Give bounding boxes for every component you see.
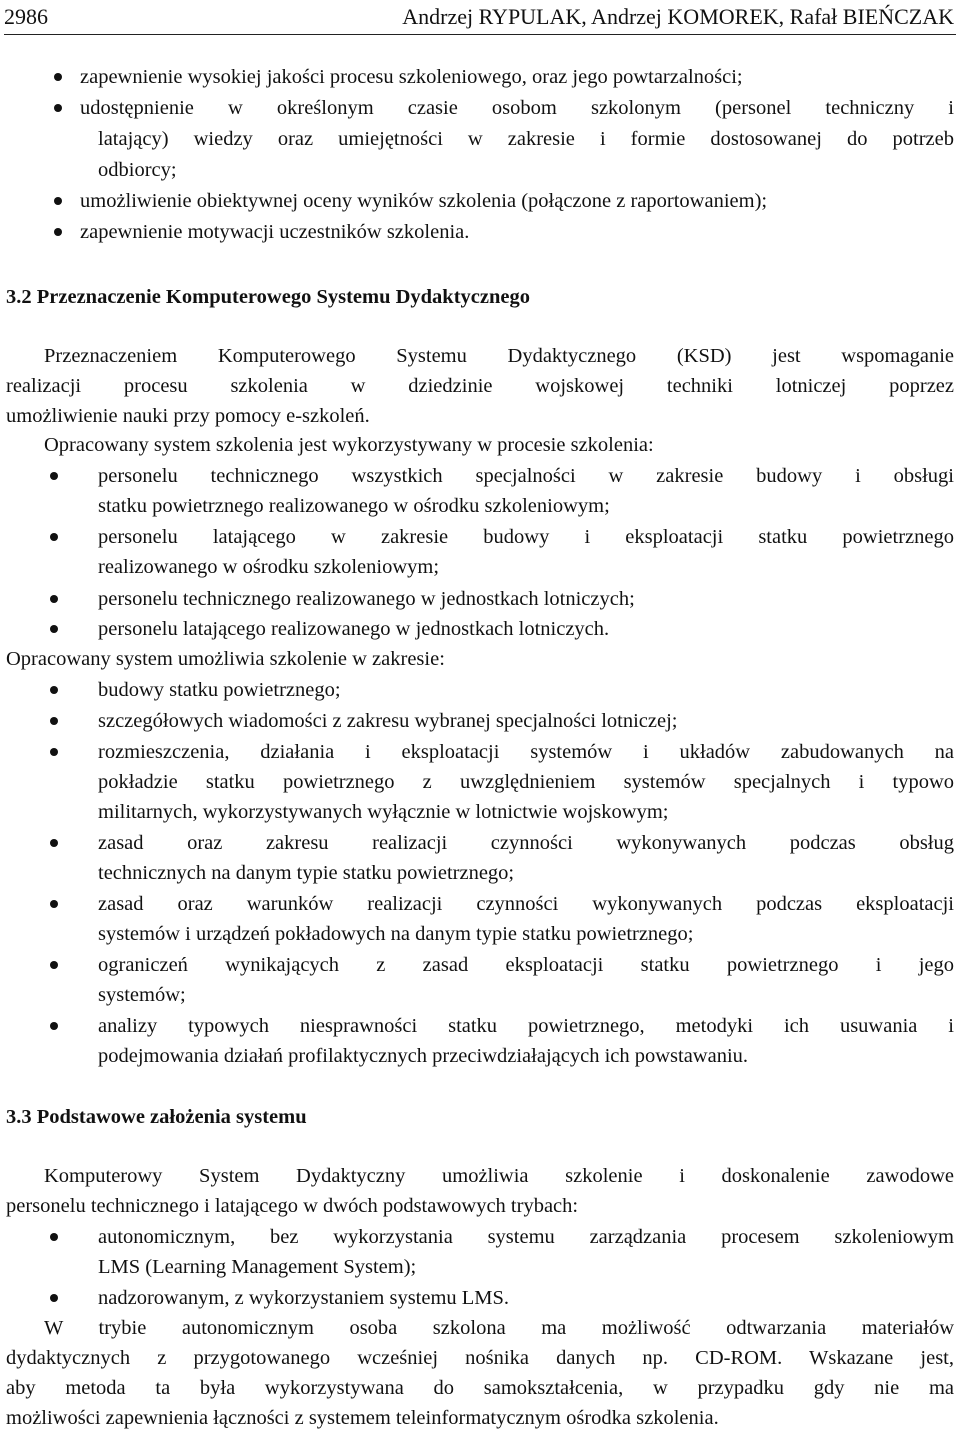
paragraph-line: Opracowany system szkolenia jest wykorzystywany w procesie szkolenia: [44,434,654,456]
list-item: zasad oraz zakresu realizacji czynności wykonywanych podczas obsług [98,832,954,854]
bullet-icon [50,1233,58,1241]
bullet-icon [50,533,58,541]
paragraph-line: realizacji procesu szkolenia w dziedzinie wojskowej techniki lotniczej poprzez [6,375,954,397]
paragraph-line: W trybie autonomicznym osoba szkolona ma możliwość odtwarzania materiałów [44,1317,954,1339]
list-item: szczegółowych wiadomości z zakresu wybranej specjalności lotniczej; [98,710,678,732]
list-item: zasad oraz warunków realizacji czynności wykonywanych podczas eksploatacji [98,893,954,915]
paragraph-line: personelu technicznego i latającego w dwóch podstawowych trybach: [6,1195,579,1217]
running-header [4,4,956,35]
list-item: zapewnienie wysokiej jakości procesu szkoleniowego, oraz jego powtarzalności; [80,66,743,88]
bullet-icon [54,197,62,205]
paragraph-line: możliwości zapewnienia łączności z systemem teleinformatycznym ośrodka szkolenia. [6,1407,719,1429]
paragraph-line: Opracowany system umożliwia szkolenie w zakresie: [6,648,445,670]
bullet-icon [54,104,62,112]
list-item: technicznych na danym typie statku powietrznego; [98,862,515,884]
section-heading: 3.2 Przeznaczenie Komputerowego Systemu Dydaktycznego [6,286,530,308]
paragraph-line: dydaktycznych z przygotowanego wcześniej nośnika danych np. CD-ROM. Wskazane jest, [6,1347,954,1369]
bullet-icon [54,228,62,236]
bullet-icon [50,686,58,694]
bullet-icon [50,961,58,969]
list-item: militarnych, wykorzystywanych wyłącznie w lotnictwie wojskowym; [98,801,669,823]
list-item: nadzorowanym, z wykorzystaniem systemu LMS. [98,1287,510,1309]
list-item: podejmowania działań profilaktycznych przeciwdziałających ich powstawaniu. [98,1045,749,1067]
paragraph-line: aby metoda ta była wykorzystywana do samokształcenia, w przypadku gdy nie ma [6,1377,954,1399]
list-item: pokładzie statku powietrznego z uwzględnieniem systemów specjalnych i typowo [98,771,954,793]
list-item: LMS (Learning Management System); [98,1256,417,1278]
list-item: zapewnienie motywacji uczestników szkolenia. [80,221,470,243]
bullet-icon [50,839,58,847]
bullet-icon [50,1022,58,1030]
authors: Andrzej RYPULAK, Andrzej KOMOREK, Rafał BIEŃCZAK [402,4,954,29]
list-item: personelu latającego w zakresie budowy i eksploatacji statku powietrznego [98,526,954,548]
bullet-icon [50,472,58,480]
list-item: umożliwienie obiektywnej oceny wyników szkolenia (połączone z raportowaniem); [80,190,768,212]
list-item: systemów i urządzeń pokładowych na danym typie statku powietrznego; [98,923,694,945]
list-item: budowy statku powietrznego; [98,679,341,701]
list-item: analizy typowych niesprawności statku powietrznego, metodyki ich usuwania i [98,1015,954,1037]
bullet-icon [54,73,62,81]
list-item: udostępnienie w określonym czasie osobom szkolonym (personel techniczny i [80,97,954,119]
list-item: autonomicznym, bez wykorzystania systemu zarządzania procesem szkoleniowym [98,1226,954,1248]
list-item: realizowanego w ośrodku szkoleniowym; [98,556,440,578]
list-item: personelu latającego realizowanego w jednostkach lotniczych. [98,618,610,640]
bullet-icon [50,900,58,908]
bullet-icon [50,625,58,633]
list-item: personelu technicznego realizowanego w jednostkach lotniczych; [98,588,635,610]
paragraph-line: Przeznaczeniem Komputerowego Systemu Dydaktycznego (KSD) jest wspomaganie [44,345,954,367]
list-item: rozmieszczenia, działania i eksploatacji systemów i układów zabudowanych na [98,741,954,763]
bullet-icon [50,1294,58,1302]
list-item: latający) wiedzy oraz umiejętności w zakresie i formie dostosowanej do potrzeb [98,128,954,150]
bullet-icon [50,748,58,756]
list-item: ograniczeń wynikających z zasad eksploatacji statku powietrznego i jego [98,954,954,976]
paragraph-line: Komputerowy System Dydaktyczny umożliwia szkolenie i doskonalenie zawodowe [44,1165,954,1187]
bullet-icon [50,717,58,725]
list-item: personelu technicznego wszystkich specjalności w zakresie budowy i obsługi [98,465,954,487]
section-heading: 3.3 Podstawowe założenia systemu [6,1106,307,1128]
paragraph-line: umożliwienie nauki przy pomocy e-szkoleń. [6,405,370,427]
list-item: odbiorcy; [98,159,177,181]
list-item: statku powietrznego realizowanego w ośrodku szkoleniowym; [98,495,610,517]
list-item: systemów; [98,984,186,1006]
page-number: 2986 [4,4,48,29]
bullet-icon [50,595,58,603]
